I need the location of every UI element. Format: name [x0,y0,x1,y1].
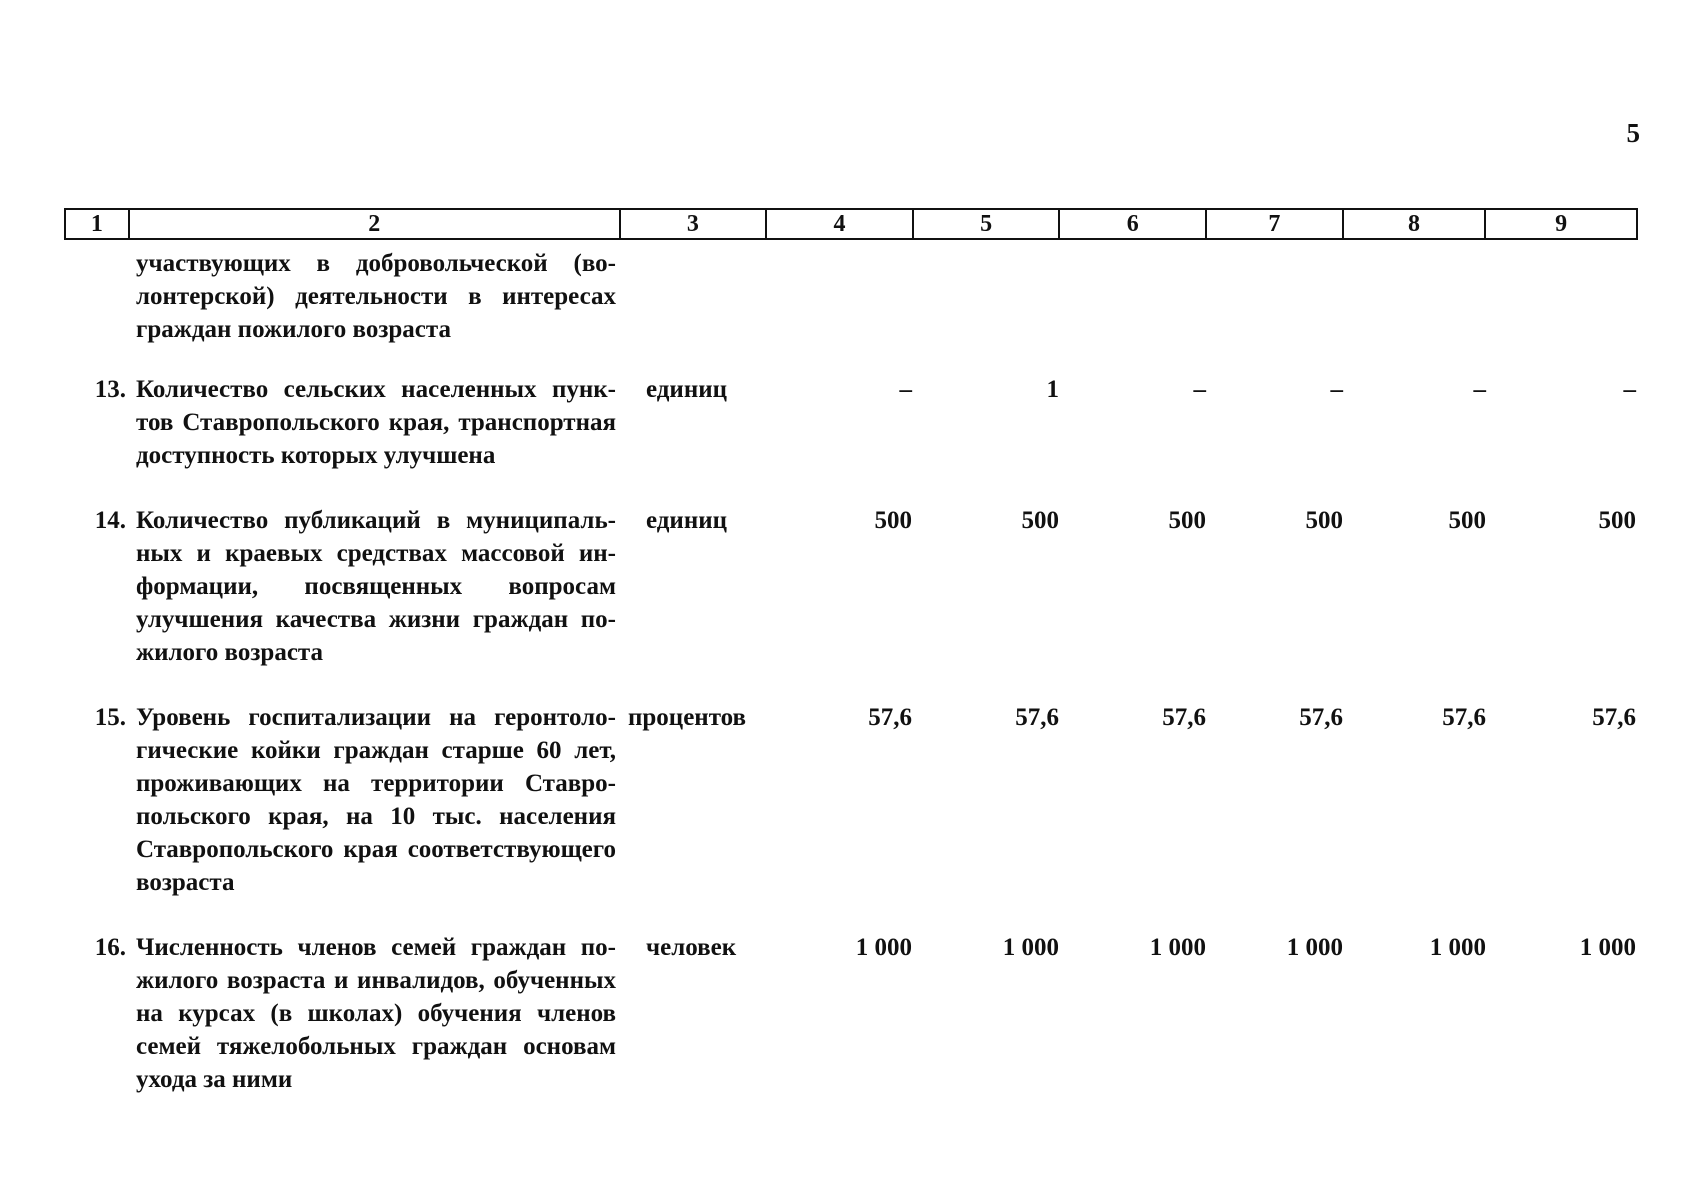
row-unit: единиц [646,507,728,534]
row-name: Уровень госпитализации на геронтологические койки граждан старше 60 лет, проживающих на территории Ставропольского края, на 10 тыс. населения Ставропольского края соответствующего возраста [136,704,616,896]
row-value-col-4: – [899,376,912,403]
table-row-16 [64,931,1638,1096]
row-value-col-5: 500 [1021,507,1059,534]
row-name: Количество сельских населенных пунктов Ставропольского края, транспортная доступность которых улучшена [136,376,616,469]
header-col-4: 4 [767,210,914,238]
row-value-col-6: 1 000 [1149,934,1206,961]
table-row-15 [64,701,1638,899]
row-value-col-7: 500 [1305,507,1343,534]
row-value-col-6: 57,6 [1162,704,1206,731]
header-col-6: 6 [1060,210,1207,238]
row-value-col-9: 57,6 [1592,704,1636,731]
row-unit: процентов [628,704,747,731]
row-value-col-8: 1 000 [1429,934,1486,961]
row-value-col-7: – [1330,376,1343,403]
table-row-13 [64,373,1638,472]
row-unit: человек [646,934,737,961]
row-value-col-5: 1 000 [1002,934,1059,961]
header-col-5: 5 [914,210,1061,238]
row-value-col-8: – [1473,376,1486,403]
row-value-col-9: 500 [1598,507,1636,534]
table-row-14 [64,504,1638,669]
row-value-col-8: 57,6 [1442,704,1486,731]
header-col-3: 3 [621,210,768,238]
row-value-col-9: 1 000 [1579,934,1636,961]
row-value-col-5: 57,6 [1015,704,1059,731]
row-value-col-5: 1 [1046,376,1059,403]
row-value-col-8: 500 [1448,507,1486,534]
row-name: участвующих в добровольческой (волонтерской) деятельности в интересах граждан пожилого возраста [136,250,616,343]
row-num: 16. [94,934,126,961]
row-num: 15. [94,704,126,731]
row-name: Численность членов семей граждан пожилого возраста и инвалидов, обученных на курсах (в школах) обучения членов семей тяжелобольных граждан основам ухода за ними [136,934,616,1093]
row-name: Количество публикаций в муниципальных и краевых средствах массовой информации, посвященных вопросам улучшения качества жизни граждан пожилого возраста [136,507,616,666]
row-num: 13. [94,376,126,403]
row-num: 14. [94,507,126,534]
row-value-col-7: 1 000 [1286,934,1343,961]
row-value-col-6: – [1193,376,1206,403]
table-row-continuation [64,247,1638,346]
row-value-col-6: 500 [1168,507,1206,534]
row-value-col-7: 57,6 [1299,704,1343,731]
row-value-col-4: 57,6 [868,704,912,731]
header-col-8: 8 [1344,210,1487,238]
row-unit: единиц [646,376,728,403]
row-value-col-4: 1 000 [855,934,912,961]
header-col-7: 7 [1207,210,1344,238]
header-col-9: 9 [1555,211,1568,237]
row-num [64,247,128,346]
row-value-col-4: 500 [874,507,912,534]
header-col-2: 2 [130,210,621,238]
row-value-col-9: – [1623,376,1636,403]
page-number: 5 [1626,118,1640,148]
header-col-1: 1 [66,210,130,238]
table-header [64,208,1638,240]
